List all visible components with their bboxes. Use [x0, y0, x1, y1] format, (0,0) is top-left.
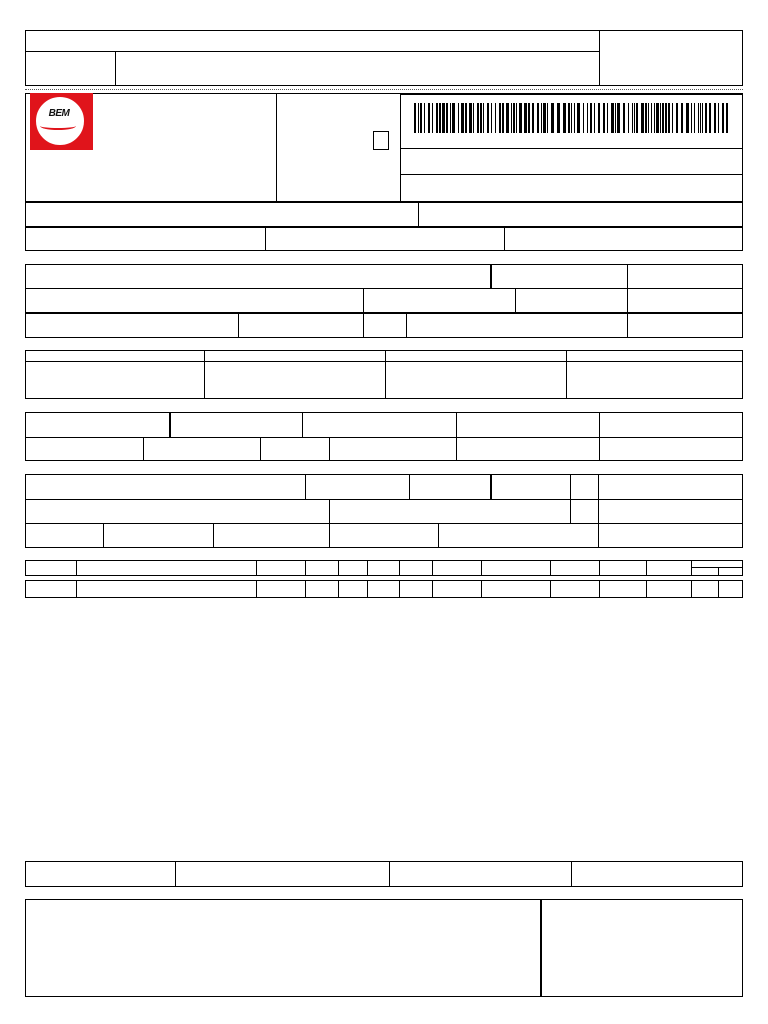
barcode-bar	[617, 103, 620, 133]
barcode-bar	[676, 103, 678, 133]
access-key-divider-1	[400, 148, 743, 149]
barcode-bar	[450, 103, 451, 133]
barcode-bar	[547, 103, 548, 133]
barcode-bar	[458, 103, 459, 133]
barcode-bar	[543, 103, 546, 133]
products-col-r-6	[432, 580, 433, 598]
barcode-bar	[623, 103, 625, 133]
products-col-r-12	[718, 580, 719, 598]
barcode-bar	[524, 103, 527, 133]
barcode-bar	[499, 103, 501, 133]
recipient-r3-col-2	[363, 313, 364, 338]
barcode-bar	[432, 103, 433, 133]
carrier-r1-col-1	[305, 474, 306, 499]
products-col-r-11	[691, 580, 692, 598]
products-col-h-10	[646, 560, 647, 576]
barcode-bar	[648, 103, 649, 133]
barcode-bar	[700, 103, 701, 133]
barcode-bar	[598, 103, 600, 133]
recipient-divider-2	[25, 312, 743, 314]
recipient-r2-col-2	[515, 288, 516, 313]
products-col-r-5	[399, 580, 400, 598]
service-row	[25, 861, 743, 887]
barcode-bar	[483, 103, 484, 133]
barcode-bar	[577, 103, 580, 133]
billing-divider	[25, 361, 743, 362]
carrier-r3-col-2	[213, 523, 214, 548]
products-col-r-0	[76, 580, 77, 598]
barcode-bar	[439, 103, 441, 133]
barcode-bar	[551, 103, 554, 133]
tax-r1-col-1	[169, 412, 171, 437]
barcode-bar	[654, 103, 655, 133]
barcode-bar	[469, 103, 472, 133]
barcode-bar	[537, 103, 539, 133]
carrier-col-shared	[598, 474, 599, 548]
barcode-bar	[615, 103, 616, 133]
company-logo	[30, 93, 93, 150]
products-col-h-2	[305, 560, 306, 576]
barcode-bar	[718, 103, 719, 133]
recipient-r1-col-1	[490, 264, 492, 288]
barcode-bar	[571, 103, 572, 133]
barcode-bar	[528, 103, 530, 133]
barcode-bar	[506, 103, 509, 133]
registration-row-col-2	[504, 227, 505, 251]
barcode-bar	[513, 103, 515, 133]
barcode-bar	[628, 103, 629, 133]
products-col-r-1	[256, 580, 257, 598]
receipt-stub-divider	[25, 51, 600, 52]
barcode-bar	[590, 103, 592, 133]
recipient-divider-1	[25, 288, 743, 289]
operation-row-col	[418, 202, 419, 227]
recipient-r3-col-1	[238, 313, 239, 338]
tax-divider	[25, 437, 743, 438]
carrier-r3-col-3	[329, 523, 330, 548]
tax-r2-col-2	[260, 437, 261, 461]
barcode-bar	[452, 103, 455, 133]
barcode-bar	[420, 103, 422, 133]
barcode-bar	[446, 103, 448, 133]
recipient-r2-col-1	[363, 288, 364, 313]
barcode-bar	[722, 103, 724, 133]
billing-col-3	[566, 350, 567, 399]
barcode-bar	[568, 103, 570, 133]
receipt-stub-col-1	[115, 51, 116, 86]
registration-row	[25, 227, 743, 251]
barcode-bar	[511, 103, 512, 133]
entry-exit-box	[373, 131, 389, 150]
carrier-divider-1	[25, 499, 743, 500]
barcode-bar	[461, 103, 464, 133]
products-col-r-8	[550, 580, 551, 598]
barcode-bar	[705, 103, 707, 133]
barcode-bar	[645, 103, 647, 133]
logo-swoosh	[40, 122, 76, 130]
products-col-h-7	[481, 560, 482, 576]
tax-col-shared-1	[456, 412, 457, 461]
products-col-r-10	[646, 580, 647, 598]
billing-col-2	[385, 350, 386, 399]
barcode-bar	[611, 103, 614, 133]
barcode-bar	[587, 103, 588, 133]
receipt-stub-col-2	[599, 30, 600, 86]
logo-text: BEM	[48, 108, 70, 119]
barcode-bar	[442, 103, 445, 133]
barcode-bar	[557, 103, 560, 133]
products-col-h-3	[338, 560, 339, 576]
barcode-bar	[634, 103, 635, 133]
carrier-r1-col-3	[490, 474, 492, 499]
barcode-bar	[487, 103, 489, 133]
barcode-bar	[686, 103, 689, 133]
barcode-bar	[632, 103, 633, 133]
barcode-bar	[583, 103, 584, 133]
products-col-h-6	[432, 560, 433, 576]
tax-r2-col-3	[329, 437, 330, 461]
products-col-h-5	[399, 560, 400, 576]
additional-info-divider	[540, 899, 542, 997]
billing-box	[25, 350, 743, 399]
barcode-bar	[651, 103, 652, 133]
carrier-divider-2	[25, 523, 743, 524]
carrier-box	[25, 474, 743, 548]
products-col-r-2	[305, 580, 306, 598]
cut-line	[25, 89, 743, 90]
barcode-bar	[574, 103, 575, 133]
carrier-r3-col-1	[103, 523, 104, 548]
barcode-bar	[491, 103, 492, 133]
barcode-bar	[702, 103, 703, 133]
barcode-bar	[709, 103, 711, 133]
tax-r1-col-2	[302, 412, 303, 437]
products-col-h-12	[718, 567, 719, 576]
service-row-col-3	[571, 861, 572, 887]
barcode-bar	[726, 103, 728, 133]
recipient-r1-col-2	[627, 264, 628, 338]
carrier-r1-col-2	[409, 474, 410, 499]
tax-r2-col-1	[143, 437, 144, 461]
barcode-bar	[519, 103, 522, 133]
access-key-box-top-accent	[400, 93, 743, 95]
barcode-bar	[672, 103, 673, 133]
barcode-icon	[414, 103, 728, 133]
barcode-bar	[714, 103, 716, 133]
products-header-subdivider	[691, 567, 743, 568]
barcode-bar	[636, 103, 638, 133]
products-col-h-11	[691, 560, 692, 576]
barcode-bar	[698, 103, 699, 133]
operation-row	[25, 202, 743, 227]
access-key-divider-2	[400, 174, 743, 175]
receipt-stub	[25, 30, 743, 86]
barcode-bar	[465, 103, 467, 133]
registration-row-col-1	[265, 227, 266, 251]
logo-circle	[33, 94, 87, 148]
barcode-bar	[691, 103, 692, 133]
barcode-bar	[662, 103, 664, 133]
billing-col-1	[204, 350, 205, 399]
barcode-bar	[414, 103, 416, 133]
barcode-bar	[502, 103, 504, 133]
products-col-h-4	[367, 560, 368, 576]
barcode-bar	[660, 103, 661, 133]
barcode-bar	[473, 103, 474, 133]
barcode-bar	[516, 103, 517, 133]
products-col-h-0	[76, 560, 77, 576]
barcode-bar	[641, 103, 644, 133]
barcode-bar	[594, 103, 595, 133]
barcode-bar	[665, 103, 667, 133]
products-col-r-4	[367, 580, 368, 598]
barcode-bar	[424, 103, 425, 133]
products-col-h-8	[550, 560, 551, 576]
products-header	[25, 560, 743, 576]
barcode-bar	[668, 103, 670, 133]
barcode-bar	[428, 103, 430, 133]
products-col-r-9	[599, 580, 600, 598]
carrier-r1-col-4	[570, 474, 571, 523]
carrier-r2-col-1	[329, 499, 330, 523]
products-col-h-1	[256, 560, 257, 576]
recipient-box	[25, 264, 743, 338]
barcode-bar	[495, 103, 496, 133]
service-row-col-2	[389, 861, 390, 887]
recipient-r3-col-3	[406, 313, 407, 338]
barcode-bar	[477, 103, 479, 133]
service-row-col-1	[175, 861, 176, 887]
barcode-bar	[603, 103, 605, 133]
barcode-bar	[563, 103, 566, 133]
barcode-bar	[532, 103, 534, 133]
products-col-r-3	[338, 580, 339, 598]
barcode-bar	[436, 103, 438, 133]
products-col-r-7	[481, 580, 482, 598]
carrier-r3-col-4	[438, 523, 439, 548]
barcode-bar	[681, 103, 683, 133]
barcode-bar	[480, 103, 482, 133]
barcode-bar	[418, 103, 419, 133]
products-col-h-9	[599, 560, 600, 576]
barcode-bar	[656, 103, 659, 133]
tax-col-shared-2	[599, 412, 600, 461]
barcode-bar	[607, 103, 608, 133]
products-row	[25, 580, 743, 598]
barcode-bar	[694, 103, 695, 133]
additional-info-box	[25, 899, 743, 997]
barcode-bar	[541, 103, 542, 133]
